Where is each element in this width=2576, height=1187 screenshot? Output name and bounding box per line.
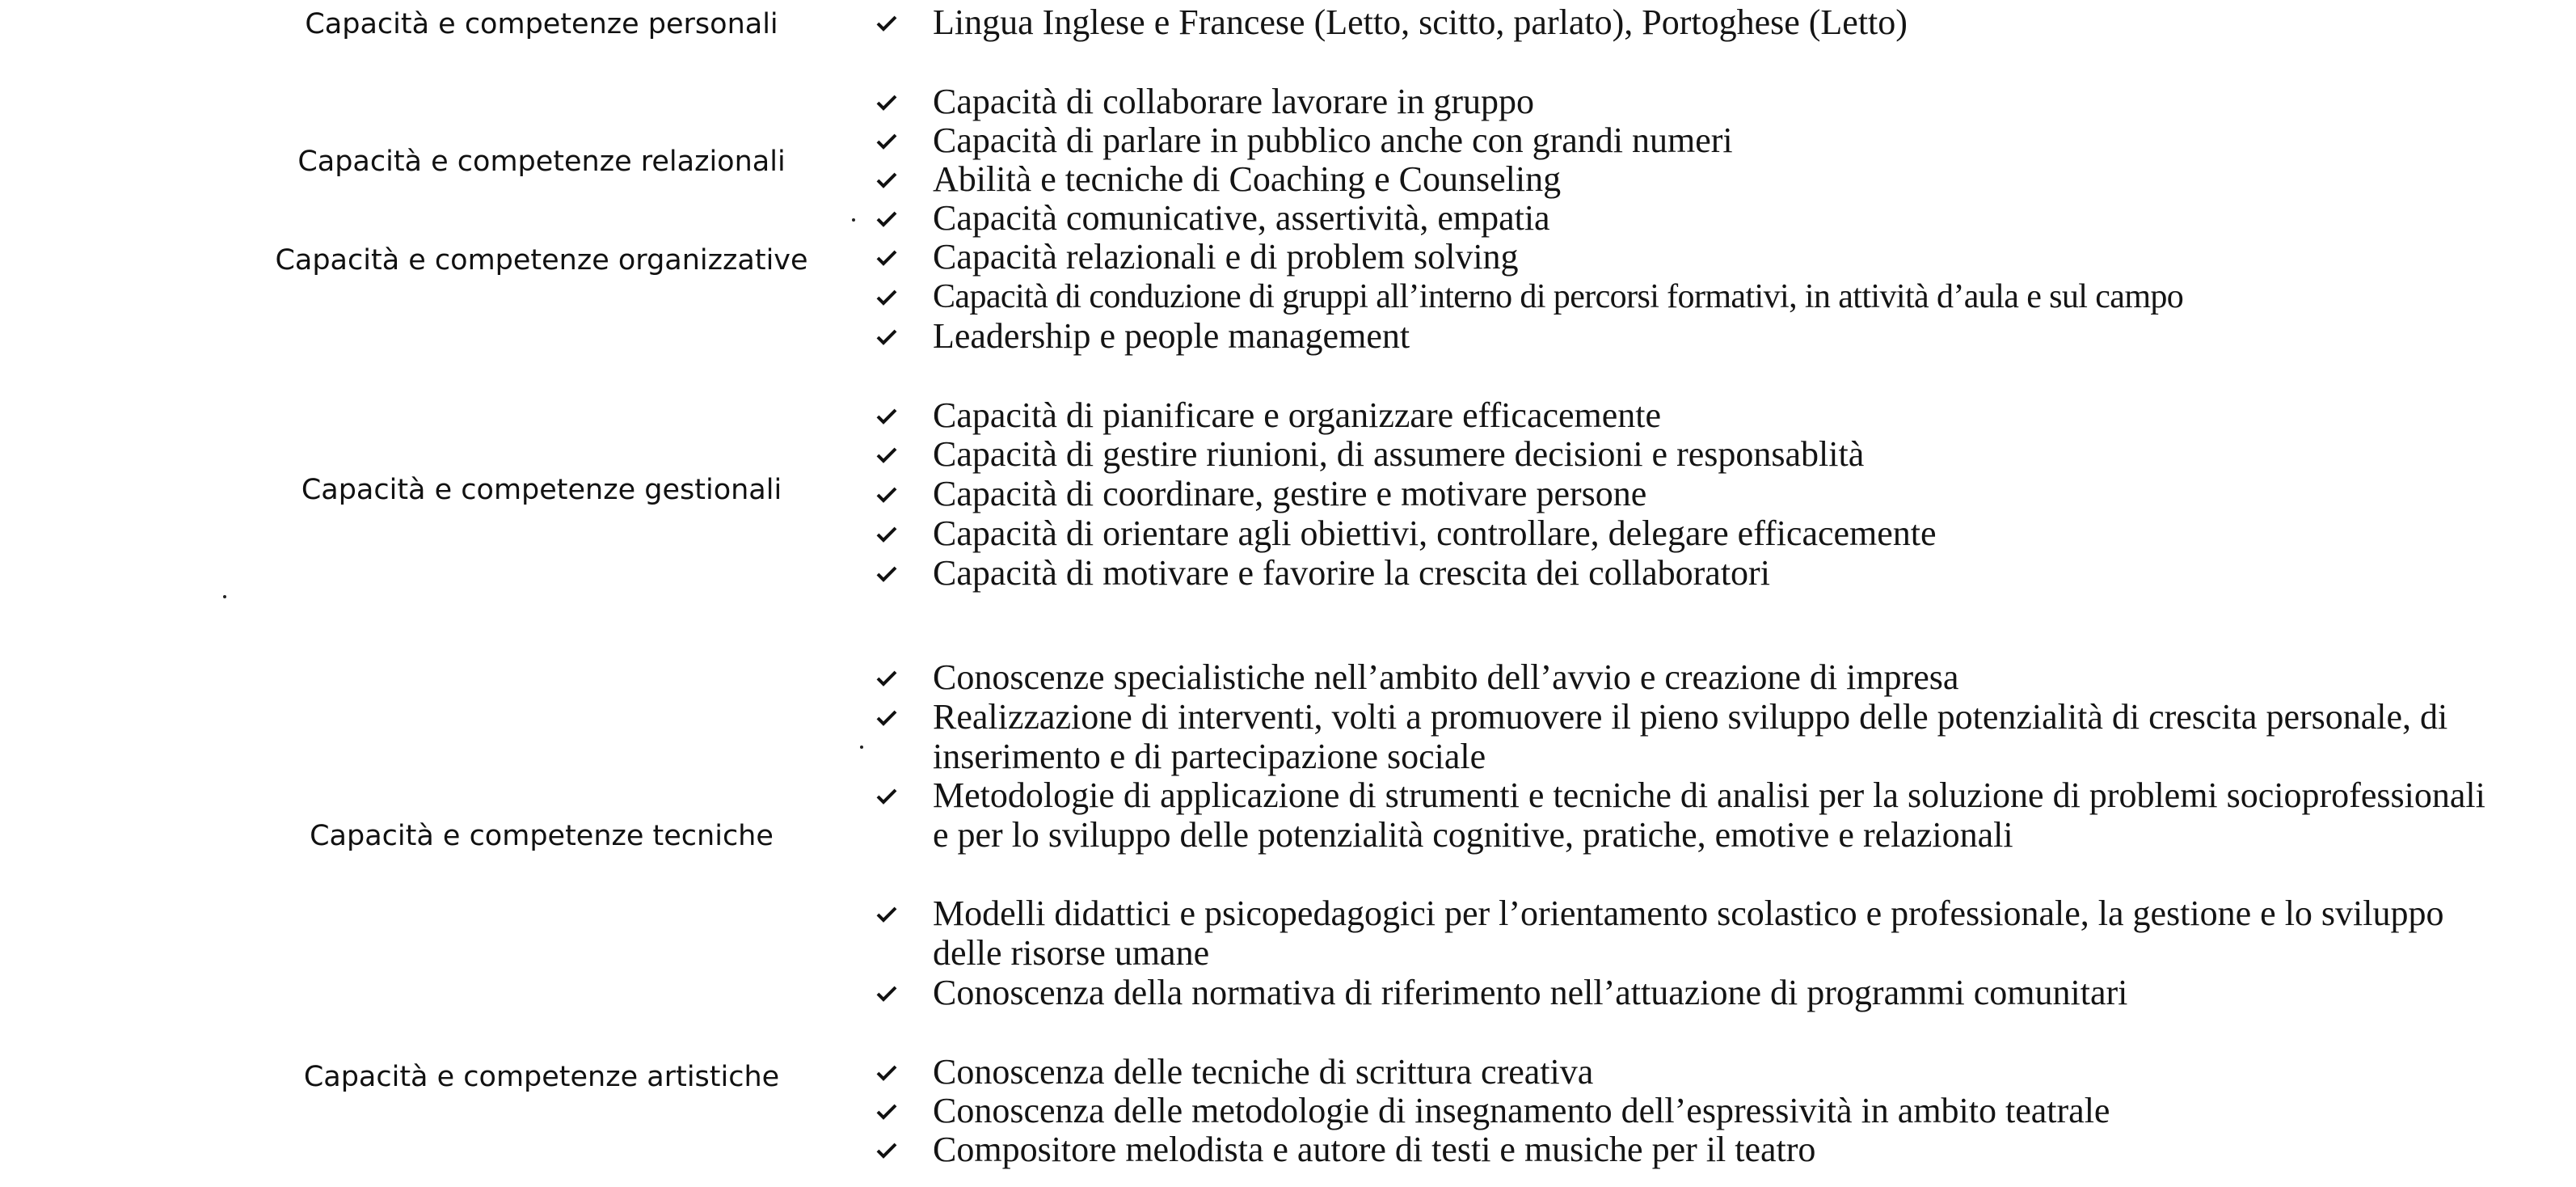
checkmark-icon xyxy=(876,554,900,593)
list-item: Conoscenze specialistiche nell’ambito dell’avvio e creazione di impresa xyxy=(933,658,1958,698)
checkmark-icon xyxy=(876,435,900,474)
checkmark-icon xyxy=(876,82,900,121)
checkmark-icon xyxy=(876,776,900,815)
list-item: Abilità e tecniche di Coaching e Counseling xyxy=(933,160,1561,200)
section-label-tecniche: Capacità e competenze tecniche xyxy=(310,820,774,852)
section-label-artistiche: Capacità e competenze artistiche xyxy=(303,1061,780,1093)
checkmark-icon xyxy=(876,277,900,316)
checkmark-icon xyxy=(876,1130,900,1169)
stray-dot xyxy=(223,595,226,598)
checkmark-icon xyxy=(876,160,900,199)
section-label-organizzative: Capacità e competenze organizzative xyxy=(275,244,808,277)
stray-dot xyxy=(860,746,863,749)
list-item: Capacità comunicative, assertività, empatia xyxy=(933,199,1550,239)
stray-dot xyxy=(852,218,855,222)
list-item: Capacità di gestire riunioni, di assumere decisioni e responsablità xyxy=(933,435,1864,475)
list-item: Capacità relazionali e di problem solving xyxy=(933,238,1519,277)
list-item: Conoscenza delle tecniche di scrittura creativa xyxy=(933,1053,1593,1092)
checkmark-icon xyxy=(876,121,900,160)
section-label-relazionali: Capacità e competenze relazionali xyxy=(297,146,786,178)
checkmark-icon xyxy=(876,974,900,1012)
list-item: Capacità di coordinare, gestire e motivare persone xyxy=(933,475,1646,514)
checkmark-icon xyxy=(876,475,900,513)
checkmark-icon xyxy=(876,3,900,42)
checkmark-icon xyxy=(876,396,900,435)
list-item: Conoscenza della normativa di riferimento nell’attuazione di programmi comunitari xyxy=(933,974,2127,1013)
list-item: Leadership e people management xyxy=(933,317,1410,357)
list-item: Capacità di conduzione di gruppi all’interno di percorsi formativi, in attività d’aula e sul campo xyxy=(933,277,2183,317)
list-item: Capacità di orientare agli obiettivi, controllare, delegare efficacemente xyxy=(933,514,1937,554)
checkmark-icon xyxy=(876,698,900,737)
list-item: Capacità di pianificare e organizzare efficacemente xyxy=(933,396,1661,436)
section-label-gestionali: Capacità e competenze gestionali xyxy=(301,474,782,506)
checkmark-icon xyxy=(876,514,900,553)
checkmark-icon xyxy=(876,658,900,697)
list-item: Capacità di motivare e favorire la crescita dei collaboratori xyxy=(933,554,1770,594)
checkmark-icon xyxy=(876,238,900,277)
checkmark-icon xyxy=(876,199,900,238)
checkmark-icon xyxy=(876,1053,900,1092)
checkmark-icon xyxy=(876,894,900,933)
list-item: Capacità di parlare in pubblico anche con grandi numeri xyxy=(933,121,1733,161)
list-item: Conoscenza delle metodologie di insegnamento dell’espressività in ambito teatrale xyxy=(933,1092,2110,1131)
list-item: Modelli didattici e psicopedagogici per l’orientamento scolastico e professionale, la gestione e lo sviluppo delle risorse umane xyxy=(933,894,2509,973)
list-item: Metodologie di applicazione di strumenti e tecniche di analisi per la soluzione di problemi socioprofessionali e per lo sviluppo delle potenzialità cognitive, pratiche, emotive e relazionali xyxy=(933,776,2509,855)
section-label-personali: Capacità e competenze personali xyxy=(305,8,778,40)
list-item: Realizzazione di interventi, volti a promuovere il pieno sviluppo delle potenzialità di crescita personale, di inserimento e di partecipazione sociale xyxy=(933,698,2509,776)
list-item: Lingua Inglese e Francese (Letto, scitto, parlato), Portoghese (Letto) xyxy=(933,3,1908,43)
list-item: Capacità di collaborare lavorare in gruppo xyxy=(933,82,1534,122)
checkmark-icon xyxy=(876,1092,900,1130)
checkmark-icon xyxy=(876,317,900,356)
list-item: Compositore melodista e autore di testi e musiche per il teatro xyxy=(933,1130,1815,1170)
